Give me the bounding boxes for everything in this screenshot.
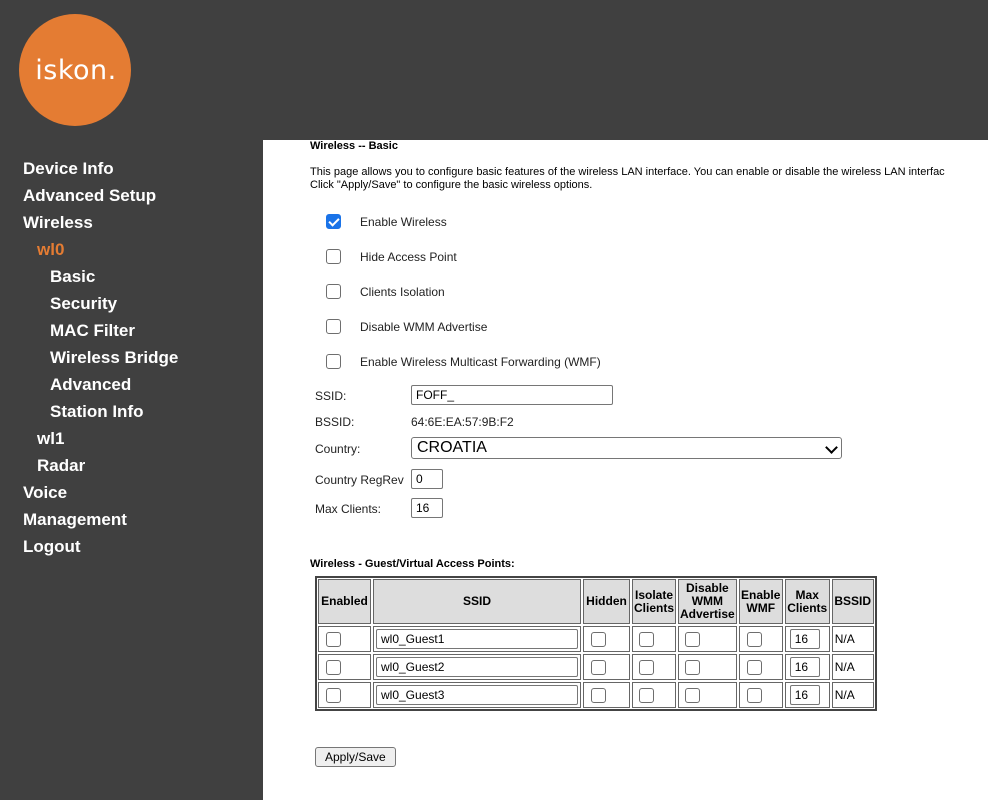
- nav-radar[interactable]: Radar: [37, 456, 86, 475]
- guest3-max-clients-input[interactable]: 16: [790, 685, 820, 705]
- bssid-label: BSSID:: [315, 415, 355, 429]
- clients-isolation-checkbox[interactable]: [326, 284, 341, 299]
- disable-wmm-checkbox[interactable]: [326, 319, 341, 334]
- bssid-value: 64:6E:EA:57:9B:F2: [411, 415, 514, 429]
- col-enable-wmf: Enable WMF: [739, 579, 783, 624]
- nav-voice[interactable]: Voice: [23, 483, 68, 502]
- guest2-wmm-checkbox[interactable]: [685, 660, 700, 675]
- guest1-hidden-checkbox[interactable]: [591, 632, 606, 647]
- clients-isolation-label: Clients Isolation: [360, 285, 445, 299]
- col-isolate-clients: Isolate Clients: [632, 579, 676, 624]
- regrev-label: Country RegRev: [315, 473, 404, 487]
- guest3-wmm-checkbox[interactable]: [685, 688, 700, 703]
- iskon-logo: [19, 14, 131, 126]
- disable-wmm-label: Disable WMM Advertise: [360, 320, 488, 334]
- chevron-down-icon: [825, 441, 838, 454]
- guest2-bssid: N/A: [832, 654, 874, 680]
- guest2-hidden-checkbox[interactable]: [591, 660, 606, 675]
- ssid-label: SSID:: [315, 389, 347, 403]
- col-disable-wmm: Disable WMM Advertise: [678, 579, 737, 624]
- apply-save-button[interactable]: Apply/Save: [315, 747, 396, 767]
- hide-access-point-label: Hide Access Point: [360, 250, 457, 264]
- hide-access-point-checkbox[interactable]: [326, 249, 341, 264]
- guest2-enabled-checkbox[interactable]: [326, 660, 341, 675]
- enable-wmf-label: Enable Wireless Multicast Forwarding (WMF): [360, 355, 601, 369]
- nav-basic[interactable]: Basic: [50, 267, 96, 286]
- page-description: [310, 166, 945, 192]
- guest3-ssid-input[interactable]: wl0_Guest3: [376, 685, 578, 705]
- enable-wireless-checkbox[interactable]: [326, 214, 341, 229]
- guest3-bssid: N/A: [832, 682, 874, 708]
- nav-advanced-setup[interactable]: Advanced Setup: [23, 186, 157, 205]
- guest1-max-clients-input[interactable]: 16: [790, 629, 820, 649]
- regrev-input[interactable]: 0: [411, 469, 443, 489]
- col-hidden: Hidden: [583, 579, 630, 624]
- guest1-enabled-checkbox[interactable]: [326, 632, 341, 647]
- description-line-1: This page allows you to configure basic features of the wireless LAN interface. You can enable or disable the wireless LAN interfac: [310, 166, 945, 178]
- nav-wl1[interactable]: wl1: [37, 429, 65, 448]
- guest3-wmf-checkbox[interactable]: [747, 688, 762, 703]
- guest3-enabled-checkbox[interactable]: [326, 688, 341, 703]
- nav-logout[interactable]: Logout: [23, 537, 81, 556]
- nav-wireless[interactable]: Wireless: [23, 213, 93, 232]
- nav-management[interactable]: Management: [23, 510, 127, 529]
- max-clients-input[interactable]: 16: [411, 498, 443, 518]
- col-max-clients: Max Clients: [785, 579, 830, 624]
- guest1-ssid-input[interactable]: wl0_Guest1: [376, 629, 578, 649]
- logo-text: iskon.: [35, 54, 117, 86]
- nav-station-info[interactable]: Station Info: [50, 402, 144, 421]
- enable-wireless-label: Enable Wireless: [360, 215, 447, 229]
- guest1-wmf-checkbox[interactable]: [747, 632, 762, 647]
- guest2-isolate-checkbox[interactable]: [639, 660, 654, 675]
- guest-section-title: Wireless - Guest/Virtual Access Points:: [310, 558, 515, 570]
- nav-device-info[interactable]: Device Info: [23, 159, 114, 178]
- guest2-max-clients-input[interactable]: 16: [790, 657, 820, 677]
- col-ssid: SSID: [373, 579, 581, 624]
- max-clients-label: Max Clients:: [315, 502, 382, 516]
- country-label: Country:: [315, 442, 361, 456]
- nav-wl0[interactable]: wl0: [37, 240, 65, 259]
- main-content: [263, 140, 988, 800]
- nav-mac-filter[interactable]: MAC Filter: [50, 321, 135, 340]
- table-row: [318, 626, 874, 652]
- guest3-isolate-checkbox[interactable]: [639, 688, 654, 703]
- ssid-input[interactable]: FOFF_: [411, 385, 613, 405]
- table-row: [318, 682, 874, 708]
- table-row: [318, 654, 874, 680]
- table-header-row: [318, 579, 874, 624]
- guest1-wmm-checkbox[interactable]: [685, 632, 700, 647]
- nav-wireless-bridge[interactable]: Wireless Bridge: [50, 348, 179, 367]
- nav-advanced[interactable]: Advanced: [50, 375, 132, 394]
- guest2-ssid-input[interactable]: wl0_Guest2: [376, 657, 578, 677]
- guest2-wmf-checkbox[interactable]: [747, 660, 762, 675]
- enable-wmf-checkbox[interactable]: [326, 354, 341, 369]
- page-title: Wireless -- Basic: [310, 140, 398, 152]
- col-bssid: BSSID: [832, 579, 874, 624]
- guest1-bssid: N/A: [832, 626, 874, 652]
- guest1-isolate-checkbox[interactable]: [639, 632, 654, 647]
- nav-security[interactable]: Security: [50, 294, 118, 313]
- country-selected-value: CROATIA: [417, 439, 487, 456]
- guest3-hidden-checkbox[interactable]: [591, 688, 606, 703]
- description-line-2: Click "Apply/Save" to configure the basic wireless options.: [310, 179, 593, 191]
- col-enabled: Enabled: [318, 579, 371, 624]
- guest-ap-table: [315, 576, 877, 711]
- country-select[interactable]: [411, 437, 842, 459]
